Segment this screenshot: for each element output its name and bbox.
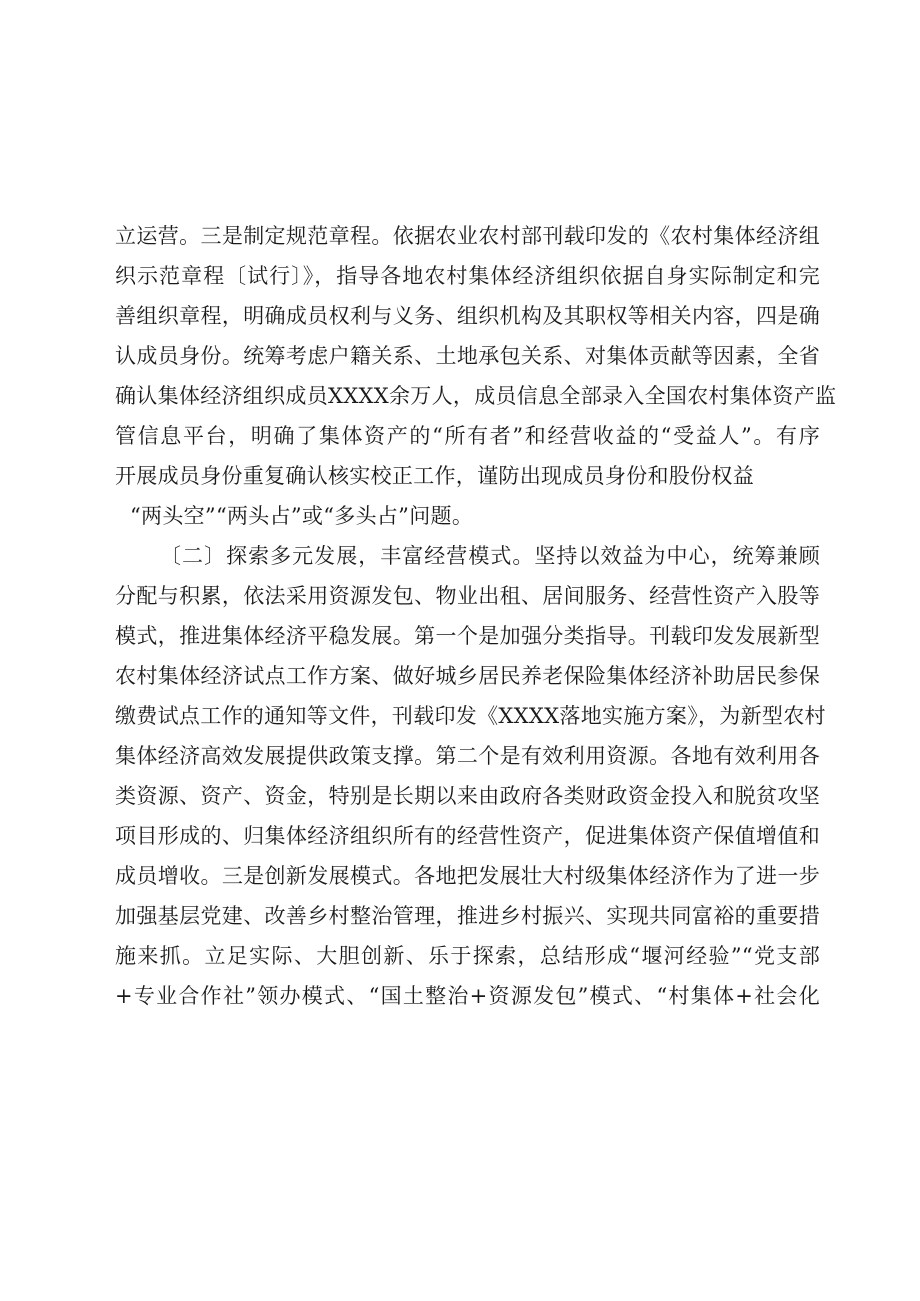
text-line: 立运营。三是制定规范章程。依据农业农村部刊载印发的《农村集体经济组 bbox=[115, 224, 820, 248]
text-line: “两头空”“两头占”或“多头占”问题。 bbox=[130, 504, 474, 528]
text-line: 认成员身份。统筹考虑户籍关系、土地承包关系、对集体贡献等因素，全省 bbox=[115, 344, 820, 368]
text-line: 类资源、资产、资金，特别是长期以来由政府各类财政资金投入和脱贫攻坚 bbox=[115, 784, 820, 808]
text-line: 集体经济高效发展提供政策支撑。第二个是有效利用资源。各地有效利用各 bbox=[115, 744, 820, 768]
text-line: 开展成员身份重复确认核实校正工作，谨防出现成员身份和股份权益 bbox=[115, 464, 754, 488]
text-line: 分配与积累，依法采用资源发包、物业出租、居间服务、经营性资产入股等 bbox=[115, 584, 820, 608]
text-line: 施来抓。立足实际、大胆创新、乐于探索，总结形成“堰河经验”“党支部 bbox=[115, 944, 820, 968]
text-line: 农村集体经济试点工作方案、做好城乡居民养老保险集体经济补助居民参保 bbox=[115, 664, 820, 688]
text-line: 管信息平台，明确了集体资产的“所有者”和经营收益的“受益人”。有序 bbox=[115, 424, 820, 448]
text-line: 缴费试点工作的通知等文件，刊载印发《XXXX落地实施方案》，为新型农村 bbox=[115, 704, 826, 728]
text-line: 成员增收。三是创新发展模式。各地把发展壮大村级集体经济作为了进一步 bbox=[115, 864, 820, 888]
text-line: 善组织章程，明确成员权利与义务、组织机构及其职权等相关内容，四是确 bbox=[115, 304, 820, 328]
text-line: 加强基层党建、改善乡村整治管理，推进乡村振兴、实现共同富裕的重要措 bbox=[115, 904, 820, 928]
text-line: 项目形成的、归集体经济组织所有的经营性资产，促进集体资产保值增值和 bbox=[115, 824, 820, 848]
text-line: 织示范章程〔试行〕》，指导各地农村集体经济组织依据自身实际制定和完 bbox=[115, 264, 820, 288]
text-line: +专业合作社”领办模式、“国土整治+资源发包”模式、“村集体+社会化 bbox=[115, 984, 820, 1008]
section-heading-line: 〔二〕探索多元发展，丰富经营模式。坚持以效益为中心，统筹兼顾 bbox=[160, 544, 820, 568]
text-line: 模式，推进集体经济平稳发展。第一个是加强分类指导。刊载印发发展新型 bbox=[115, 624, 820, 648]
text-line: 确认集体经济组织成员XXXX余万人，成员信息全部录入全国农村集体资产监 bbox=[115, 384, 837, 408]
